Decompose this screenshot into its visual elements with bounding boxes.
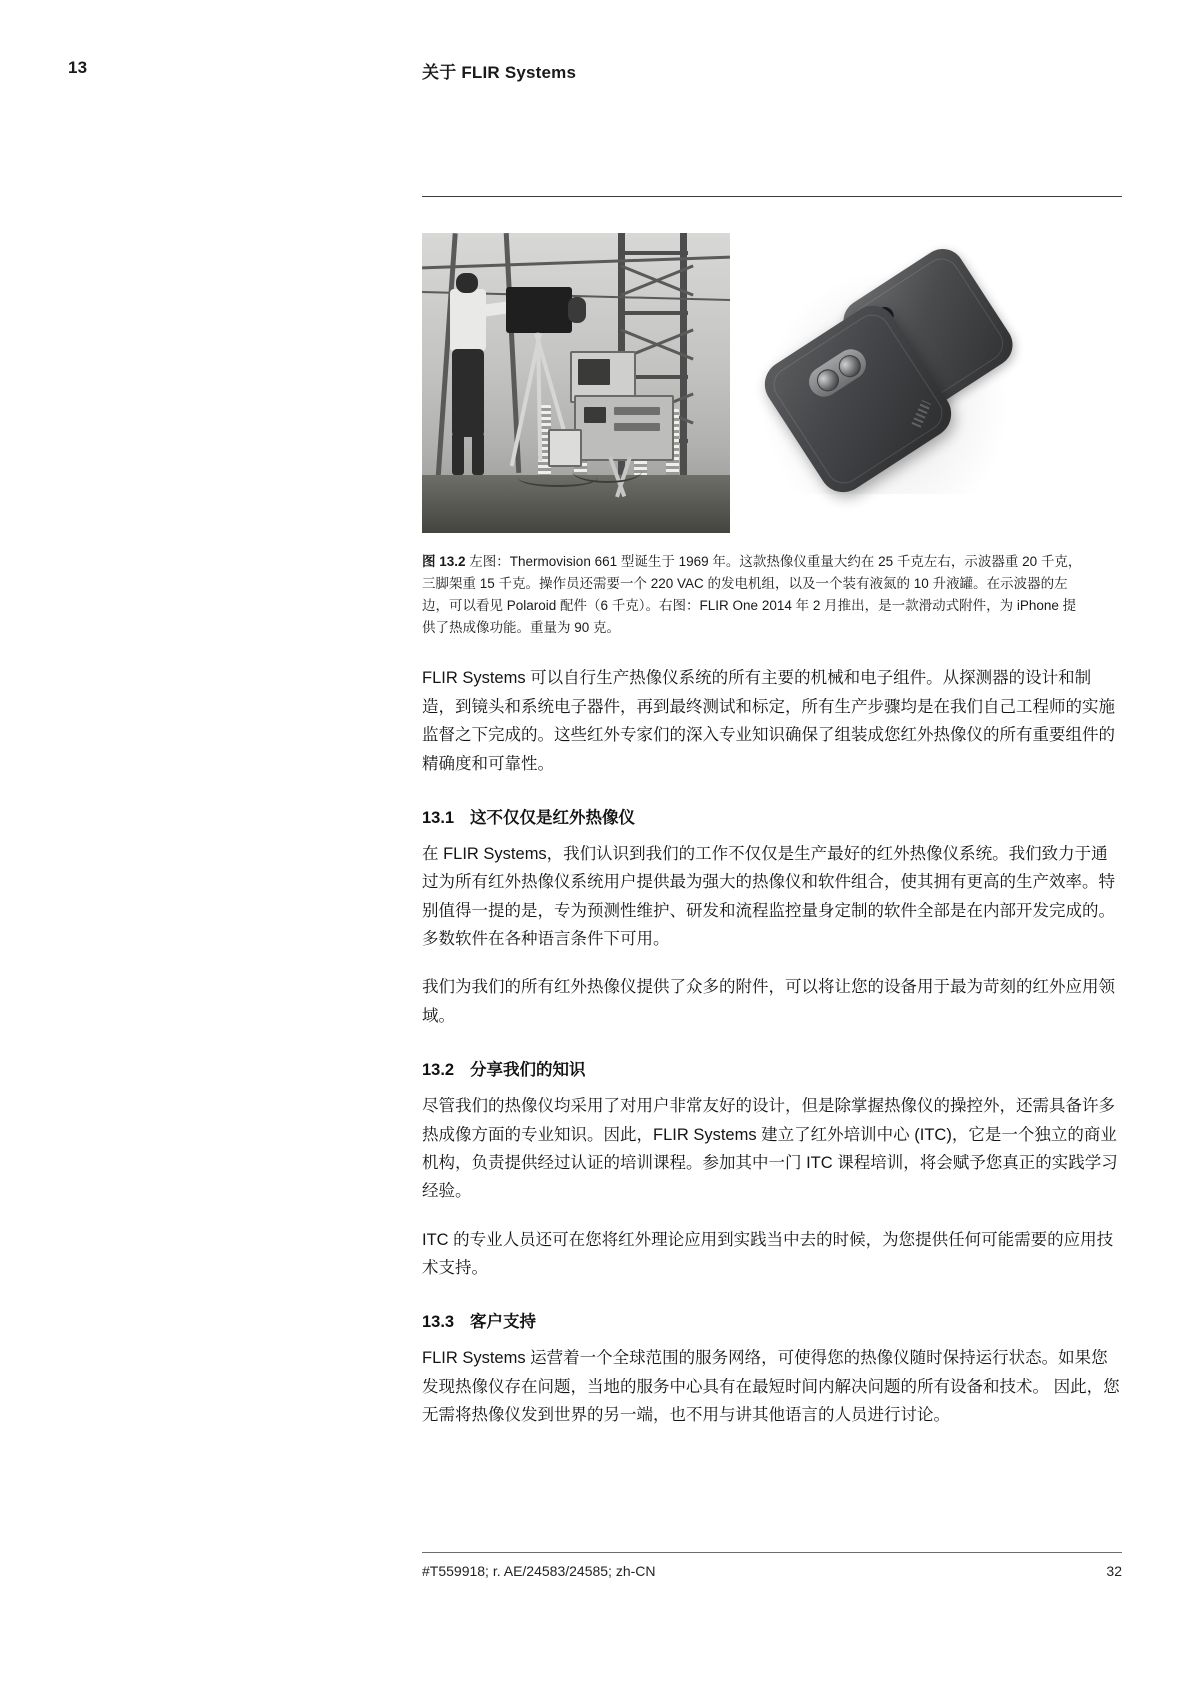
figure-caption-text: 左图：Thermovision 661 型诞生于 1969 年。这款热像仪重量大约在 25 千克左右，示波器重 20 千克，三脚架重 15 千克。操作员还需要一个 220 VAC 的发电机组，以及一个装有液氮的 10 升液罐。在示波器的左边，可以看见 Polaroid 配件（6 千克）。右图：FLIR One 2014 年 2 月推出，是一款滑动式附件，为 iPhone 提供了热成像功能。重量为 90 克。 bbox=[422, 554, 1082, 635]
document-id: #T559918; r. AE/24583/24585; zh-CN bbox=[422, 1563, 656, 1579]
section-number-13-1: 13.1 bbox=[422, 808, 455, 827]
section-number-13-3: 13.3 bbox=[422, 1313, 455, 1332]
header-divider bbox=[422, 196, 1122, 197]
section-13-1-paragraph-2: 我们为我们的所有红外热像仪提供了众多的附件，可以将让您的设备用于最为苛刻的红外应用领域。 bbox=[422, 978, 1115, 1025]
intro-paragraph: FLIR Systems 可以自行生产热像仪系统的所有主要的机械和电子组件。从探测器的设计和制造，到镜头和系统电子器件，再到最终测试和标定，所有生产步骤均是在我们自己工程师的实施监督之下完成的。这些红外专家们的深入专业知识确保了组装成您红外热像仪的所有重要组件的精确度和可靠性。 bbox=[422, 669, 1115, 773]
figure-left-photo bbox=[422, 233, 730, 533]
section-title-13-1: 这不仅仅是红外热像仪 bbox=[470, 808, 635, 827]
content-column bbox=[422, 196, 1122, 1450]
section-heading-13-1 bbox=[422, 804, 1122, 828]
section-number-13-2: 13.2 bbox=[422, 1061, 455, 1080]
figure-caption-label: 图 13.2 bbox=[422, 554, 466, 569]
section-13-2-paragraph-1: 尽管我们的热像仪均采用了对用户非常友好的设计，但是除掌握热像仪的操控外，还需具备许多热成像方面的专业知识。因此，FLIR Systems 建立了红外培训中心 (ITC)，它是一个独立的商业机构，负责提供经过认证的培训课程。参加其中一门 ITC 课程培训，将会赋予您真正的实践学习经验。 bbox=[422, 1097, 1118, 1201]
page-footer bbox=[422, 1552, 1122, 1579]
figure-13-2 bbox=[422, 233, 1042, 533]
chapter-title: 关于 FLIR Systems bbox=[422, 63, 577, 82]
section-heading-13-3 bbox=[422, 1308, 1122, 1332]
figure-caption bbox=[422, 551, 1082, 638]
section-title-13-2: 分享我们的知识 bbox=[470, 1061, 586, 1080]
section-13-1-paragraph-1: 在 FLIR Systems，我们认识到我们的工作不仅仅是生产最好的红外热像仪系统。我们致力于通过为所有红外热像仪系统用户提供最为强大的热像仪和软件组合，使其拥有更高的生产效率。特别值得一提的是，专为预测性维护、研发和流程监控量身定制的软件全部是在内部开发完成的。多数软件在各种语言条件下可用。 bbox=[422, 844, 1115, 949]
chapter-number: 13 bbox=[68, 58, 88, 77]
figure-right-photo bbox=[732, 233, 1042, 533]
section-13-3-paragraph-1: FLIR Systems 运营着一个全球范围的服务网络，可使得您的热像仪随时保持运行状态。如果您发现热像仪存在问题，当地的服务中心具有在最短时间内解决问题的所有设备和技术。 因此，您无需将热像仪发到世界的另一端，也不用与讲其他语言的人员进行讨论。 bbox=[422, 1349, 1120, 1425]
section-13-2-paragraph-2: ITC 的专业人员还可在您将红外理论应用到实践当中去的时候，为您提供任何可能需要的应用技术支持。 bbox=[422, 1230, 1114, 1278]
section-title-13-3: 客户支持 bbox=[470, 1313, 536, 1332]
page-header bbox=[0, 58, 1200, 82]
section-heading-13-2 bbox=[422, 1056, 1122, 1080]
page-number: 32 bbox=[1106, 1563, 1122, 1579]
